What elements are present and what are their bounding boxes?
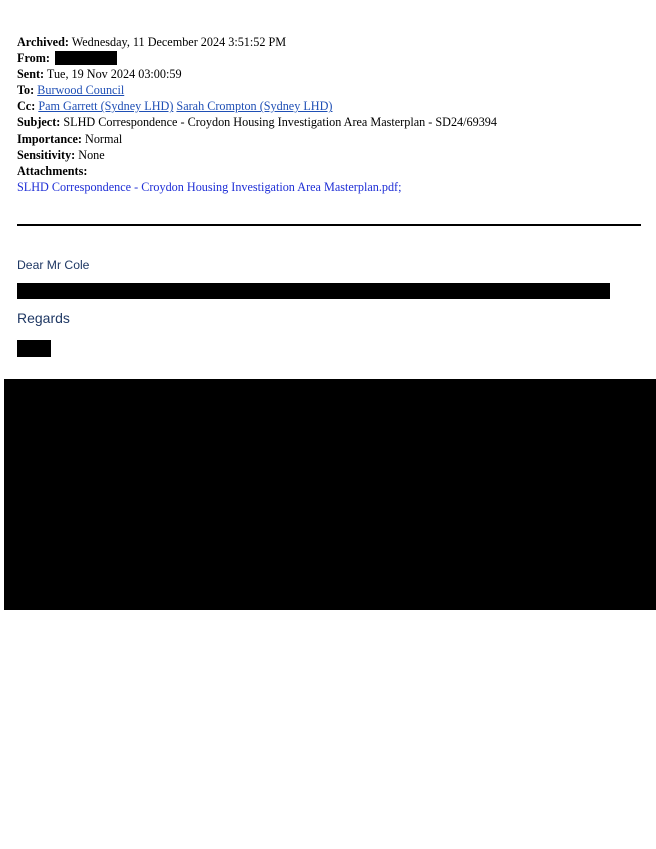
to-label: To: xyxy=(17,83,35,98)
signature-redaction xyxy=(17,340,51,357)
sensitivity-row xyxy=(17,147,637,163)
subject-value: SLHD Correspondence - Croydon Housing Investigation Area Masterplan - SD24/69394 xyxy=(63,115,497,130)
body-redaction xyxy=(17,283,610,299)
from-row xyxy=(17,50,637,66)
sensitivity-value: None xyxy=(78,147,105,162)
to-recipient-link[interactable]: Burwood Council xyxy=(37,83,125,98)
from-label: From: xyxy=(17,51,50,66)
attachments-row xyxy=(17,163,637,179)
subject-label: Subject: xyxy=(17,115,61,130)
header-divider xyxy=(17,224,641,226)
sent-label: Sent: xyxy=(17,67,45,82)
importance-row xyxy=(17,131,637,147)
email-header xyxy=(17,34,637,195)
archived-value: Wednesday, 11 December 2024 3:51:52 PM xyxy=(71,35,287,49)
importance-value: Normal xyxy=(85,131,123,146)
attachment-link[interactable]: SLHD Correspondence - Croydon Housing Investigation Area Masterplan.pdf; xyxy=(17,179,402,194)
cc-label: Cc: xyxy=(17,99,36,114)
attachments-label: Attachments: xyxy=(17,163,88,178)
sent-value: Tue, 19 Nov 2024 03:00:59 xyxy=(46,67,182,82)
cc-recipient-link[interactable]: Pam Garrett (Sydney LHD) xyxy=(38,99,174,114)
footer-redaction xyxy=(4,379,656,610)
subject-row xyxy=(17,114,637,130)
archived-row xyxy=(17,34,637,50)
sent-row xyxy=(17,66,637,82)
closing-text: Regards xyxy=(17,310,70,326)
archived-label: Archived: xyxy=(17,35,69,49)
attachment-file-row xyxy=(17,179,637,195)
sensitivity-label: Sensitivity: xyxy=(17,147,76,162)
cc-recipient-link[interactable]: Sarah Crompton (Sydney LHD) xyxy=(176,99,333,114)
from-redaction xyxy=(55,51,117,65)
cc-row xyxy=(17,98,637,114)
to-row xyxy=(17,82,637,98)
importance-label: Importance: xyxy=(17,131,82,146)
greeting-text: Dear Mr Cole xyxy=(17,258,90,272)
